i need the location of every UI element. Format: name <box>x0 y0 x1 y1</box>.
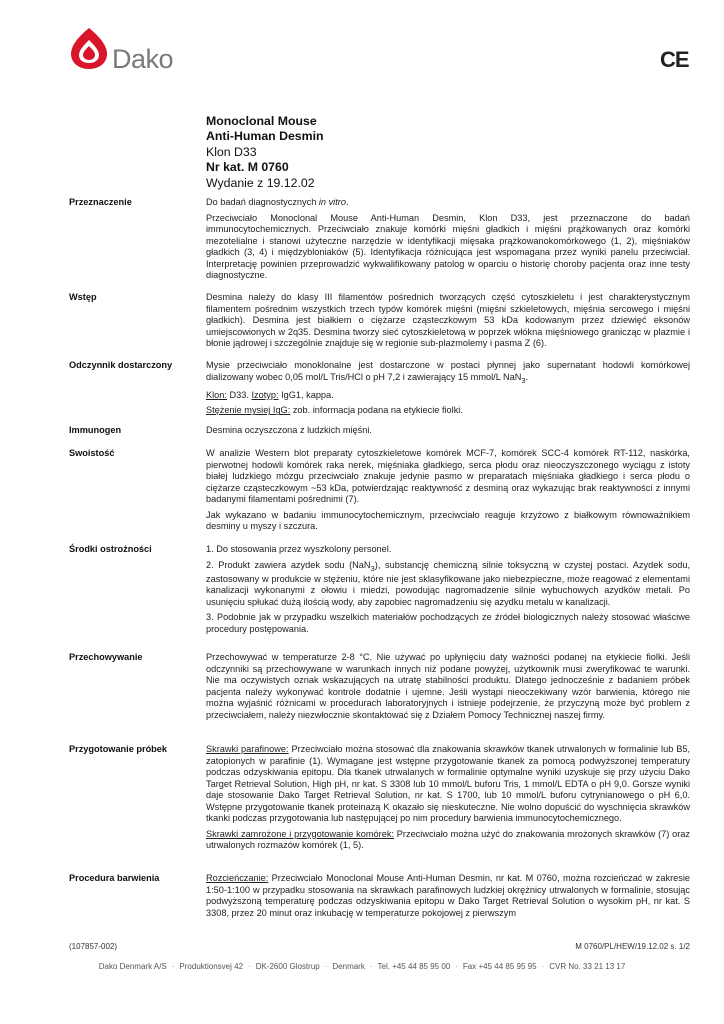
text: Przeciwciało można stosować dla znakowania skrawków tkanek utrwalonych w formalinie lub B5, zatopionych w parafinie (1). Wymagane jest wstępne przygotowanie tkanek za pomocą podwyższonej temperatury podczas odzyskiwania epitopu. Dla tkanek utrwalanych w formalinie optymalne wyniki uzyskuje się przy użyciu Dako Target Retrieval Solution, High pH, nr kat. S 3308 lub 10 mmol/L buforu Tris, 1 mmol/L EDTA o pH 9,0. Gorsze wyniki daje stosowanie Dako Target Retrieval Solution, nr kat. S 1700, lub 10 mmol/L buforu cytrynianowego o pH 6,0. Wstępne przygotowanie tkanek proteinazą K okazało się nieskuteczne. Nie wolno dopuścić do wyschnięcia skrawków tkanki podczas przygotowania lub następującej po nim procedury barwienia immunocytochemicznego. <box>206 744 690 823</box>
paragraph <box>206 405 690 417</box>
text: . <box>345 197 349 207</box>
text-italic: in vitro <box>318 197 346 207</box>
stezenie-value: zob. informacja podana na etykiecie fiolki. <box>290 405 463 416</box>
title-line-3: Klon D33 <box>206 144 257 159</box>
text: 2. Produkt zawiera azydek sodu (NaN <box>206 559 371 570</box>
paragraph: Przeciwciało Monoclonal Mouse Anti-Human Desmin, Klon D33, jest przeznaczone do badań immunocytochemicznych. Przeciwciało znakuje komórki mięśni gładkich i mięśni prążkowanych oraz komórki mezotelialne i stanowi użyteczne narzędzie w identyfikacji mięsaka prążkowanokomórkowego (1, 2), mięśniaków gładkich (3, 4) i międzybloniaków (5). Identyfikacja różnicująca jest wspomagana przez wyniki panelu przeciwciał. Interpretację powinien przeprowadzić wykwalifikowany patolog w oparciu o historię choroby pacjenta oraz inne testy diagnostyczne. <box>206 212 690 280</box>
section-odczynnik <box>206 360 690 421</box>
dako-logo-icon <box>69 26 109 70</box>
section-label-swoistosc: Swoistość <box>69 448 115 458</box>
section-srodki <box>206 544 690 639</box>
paragraph <box>206 390 690 402</box>
address-item: Tel. +45 44 85 95 00 <box>377 962 451 971</box>
address-item: CVR No. 33 21 13 17 <box>549 962 626 971</box>
page-ref: M 0760/PL/HEW/19.12.02 s. 1/2 <box>575 942 690 951</box>
doc-code: (107857-002) <box>69 942 118 951</box>
subsection-label: Rozcieńczanie: <box>206 873 269 883</box>
section-przechowywanie <box>206 652 690 725</box>
klon-label: Klon: <box>206 389 227 400</box>
address-item: Denmark <box>332 962 365 971</box>
paragraph: 3. Podobnie jak w przypadku wszelkich materiałów pochodzących ze źródeł biologicznych należy stosować właściwe procedury postępowania. <box>206 612 690 634</box>
address-item: Produktionsvej 42 <box>179 962 244 971</box>
section-label-procedura: Procedura barwienia <box>69 873 160 883</box>
product-title <box>206 114 324 191</box>
title-line-4: Nr kat. M 0760 <box>206 160 289 175</box>
paragraph: 1. Do stosowania przez wyszkolony personel. <box>206 544 392 554</box>
paragraph <box>206 873 690 919</box>
section-swoistosc <box>206 448 690 537</box>
section-przeznaczenie <box>206 197 690 286</box>
section-immunogen <box>206 425 690 441</box>
paragraph: Przechowywać w temperaturze 2-8 °C. Nie używać po upłynięciu daty ważności podanej na etykiecie fiolki. Jeśli odczynniki są przechowywane w warunkach innych niż podane powyżej, użytkownik musi zweryfikować te warunki. Nie ma oczywistych oznak wskazujących na utratę stabilności produktu. Dlatego jednocześnie z badaniem próbek pacjenta należy wykonywać kontrole dodatnie i ujemne. Jeśli wystąpi nieoczekiwany wzór barwienia, którego nie można wyjaśnić różnicami w procedurach laboratoryjnych i istnieje podejrzenie, że przyczyną może być problem z przeciwciałem, należy niezwłocznie skontaktować się z Działem Pomocy Technicznej naszej firmy. <box>206 652 690 720</box>
izotyp-label: Izotyp: <box>251 389 279 400</box>
subscript: 3 <box>370 563 375 573</box>
paragraph <box>206 360 690 386</box>
address-item: Dako Denmark A/S <box>98 962 167 971</box>
address-item: DK-2600 Glostrup <box>255 962 320 971</box>
text: Przeciwciało można użyć do znakowania mrożonych skrawków (7) oraz utrwalonych rozmazów komórek (1, 5). <box>206 828 690 850</box>
paragraph <box>206 197 690 209</box>
text: Mysie przeciwciało monoklonalne jest dostarczone w postaci płynnej jako supernatant hodowli komórkowej dializowany wobec 0,05 mol/L Tris/HCl o pH 7,2 i zawierający 15 mmol/L NaN <box>206 360 690 382</box>
text: ), substancję chemiczną silnie toksyczną w czystej postaci. Azydek sodu, zastosowany w produkcie w stężeniu, które nie jest sklasyfikowane jako niebezpieczne, może reagować z elementami kanalizacji wykonanymi z ołowiu i miedzi, powodując nagromadzenie silnie wybuchowych azydków metali. Po usunięciu spłukać dużą ilością wody, aby zapobiec nagromadzeniu się azydku metalu w kanalizacji. <box>206 559 690 607</box>
text: . <box>525 371 529 382</box>
subsection-label: Skrawki zamrożone i przygotowanie komórek: <box>206 828 394 839</box>
section-przygotowanie <box>206 744 690 856</box>
dako-wordmark: Dako <box>112 44 174 74</box>
klon-value: D33. <box>226 389 252 400</box>
section-label-wstep: Wstęp <box>69 292 97 302</box>
paragraph: Desmina należy do klasy III filamentów pośrednich tworzących część cytoszkieletu i jest charakterystycznym filamentem pośrednim wszystkich trzech typów komórek mięśni (mięśni szkieletowych, mięśnia sercowego i mięśni gładkich). Desmina jest białkiem o ciężarze cząsteczkowym 53 kDa kodowanym przez dziewięć eksonów umiejscowionych w 2q35. Desmina tworzy sieć cytoszkieletową w poprzek włókna mięśniowego granicząc w plazmie i błonie jądrowej i szczególnie znajduje się w regionie sub-plazmolemy i pasma Z (6). <box>206 292 690 348</box>
stezenie-label: Stężenie mysiej IgG: <box>206 405 291 416</box>
title-line-5: Wydanie z 19.12.02 <box>206 175 315 190</box>
title-line-2: Anti-Human Desmin <box>206 129 324 144</box>
section-wstep <box>206 292 690 354</box>
subscript: 3 <box>521 375 526 385</box>
section-label-przeznaczenie: Przeznaczenie <box>69 197 132 207</box>
title-line-1: Monoclonal Mouse <box>206 114 317 128</box>
paragraph <box>206 744 690 825</box>
ce-mark: CE <box>660 47 689 72</box>
text: Przeciwciało Monoclonal Mouse Anti-Human Desmin, nr kat. M 0760, można rozcieńczać w zakresie 1:50-1:100 w przypadku stosowania na skrawkach parafinowych ludzkiej okrężnicy utrwalonych w formalinie, stosując podwyższoną temperaturę podczas odzyskiwania epitopu w Dako Target Retrieval Solution o wysokim pH, nr kat. S 3308, przez 20 minut oraz inkubację w temperaturze pokojowej z pierwszym <box>206 873 690 918</box>
text: Do badań diagnostycznych <box>206 197 319 207</box>
address-item: Fax +45 44 85 95 95 <box>462 962 537 971</box>
izotyp-value: IgG1, kappa. <box>278 389 334 400</box>
section-label-przygotowanie: Przygotowanie próbek <box>69 744 168 754</box>
paragraph: Jak wykazano w badaniu immunocytochemicznym, przeciwciało reaguje krzyżowo z białkowym równoważnikiem desminy u myszy i szczura. <box>206 509 690 531</box>
dako-logo <box>69 26 189 76</box>
paragraph <box>206 829 690 852</box>
subsection-label: Skrawki parafinowe: <box>206 744 289 754</box>
section-procedura <box>206 873 690 923</box>
company-address: Dako Denmark A/S · Produktionsvej 42 · DK-2600 Glostrup · Denmark · Tel. +45 44 85 95 00 · Fax +45 44 85 95 95 · CVR No. 33 21 13 17 <box>98 962 626 971</box>
section-label-odczynnik: Odczynnik dostarczony <box>69 360 173 370</box>
paragraph <box>206 560 690 609</box>
section-label-srodki: Środki ostrożności <box>69 544 152 554</box>
section-label-immunogen: Immunogen <box>69 425 122 435</box>
paragraph: W analizie Western blot preparaty cytoszkieletowe komórek MCF-7, komórek SCC-4 komórek RT-112, naskórka, pierwotnej hodowli komórek raka nerek, mięśniaka gładkiego, serca płodu oraz nieoczyszczonego wyciągu z istoty białej ludzkiego mózgu przeciwciało znakuje jedynie pasmo w preparatach mięśniaka gładkiego i serca płodu o ciężarze cząsteczkowym ~53 kDa, potwierdzając reaktywność z desminą oraz wykazując brak reaktywności z innymi badanymi filamentami pośrednimi (7). <box>206 448 690 504</box>
paragraph: Desmina oczyszczona z ludzkich mięśni. <box>206 425 372 435</box>
section-label-przechowywanie: Przechowywanie <box>69 652 143 662</box>
